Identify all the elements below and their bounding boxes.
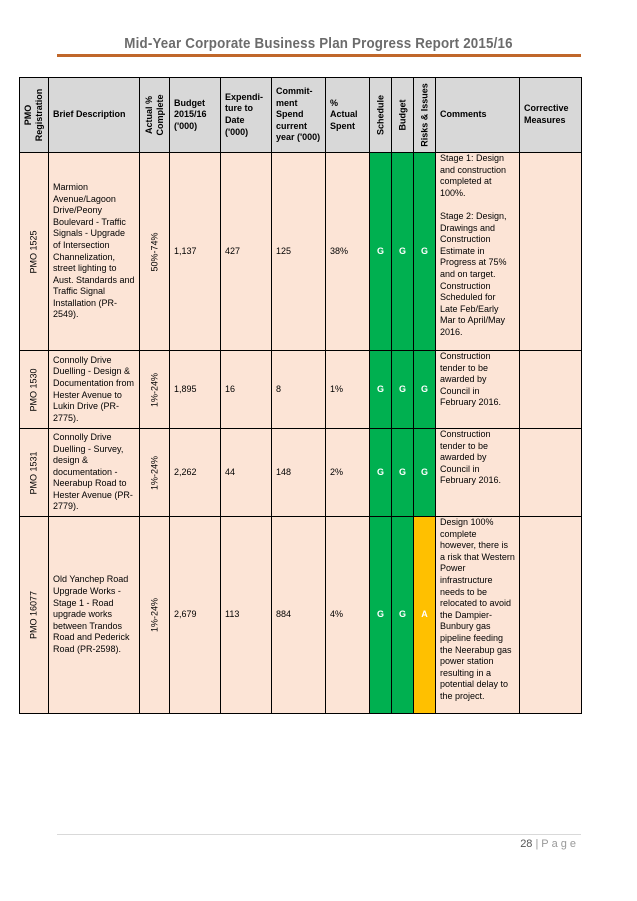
budget-status: G — [392, 351, 414, 429]
actual-complete-cell-text: 1%-24% — [149, 455, 159, 490]
description-cell: Old Yanchep Road Upgrade Works - Stage 1 - Road upgrade works between Trandos Road and Pederick Road (PR-2598). — [49, 517, 140, 714]
budget-cell: 1,137 — [170, 153, 221, 351]
actual-complete-cell — [140, 429, 170, 517]
registration-cell-text: PMO 1525 — [28, 229, 39, 274]
commitment-cell: 884 — [272, 517, 326, 714]
registration-cell — [20, 153, 49, 351]
expenditure-cell: 44 — [221, 429, 272, 517]
header-budget-status: Budget — [392, 78, 414, 153]
header-actual-spent: % Actual Spent — [326, 78, 370, 153]
title-divider — [57, 54, 581, 57]
page-number: 28 — [520, 838, 533, 850]
schedule-status: G — [370, 517, 392, 714]
header-description: Brief Description — [49, 78, 140, 153]
table-row — [20, 517, 582, 714]
commitment-cell: 148 — [272, 429, 326, 517]
footer-separator: | — [535, 838, 539, 850]
page-footer — [520, 838, 579, 850]
actual-spent-cell: 4% — [326, 517, 370, 714]
header-budget: Budget 2015/16 ('000) — [170, 78, 221, 153]
actual-complete-cell-text: 1%-24% — [149, 372, 159, 407]
footer-divider — [57, 834, 581, 835]
actual-spent-cell: 38% — [326, 153, 370, 351]
comments-cell: Construction tender to be awarded by Council in February 2016. — [436, 351, 520, 429]
budget-status: G — [392, 429, 414, 517]
header-schedule: Schedule — [370, 78, 392, 153]
comments-cell: Design 100% complete however, there is a risk that Western Power infrastructure needs to be relocated to avoid the Dampier-Bunbury gas pipeline feeding the Neerabup gas power station resulting in a potential delay to the project. — [436, 517, 520, 714]
risks-status: G — [414, 429, 436, 517]
budget-cell: 2,262 — [170, 429, 221, 517]
expenditure-cell: 113 — [221, 517, 272, 714]
header-commitment: Commit-ment Spend current year ('000) — [272, 78, 326, 153]
progress-table — [19, 77, 582, 714]
registration-cell-text: PMO 1531 — [28, 450, 39, 495]
risks-status: G — [414, 351, 436, 429]
header-registration: PMO Registration — [20, 78, 49, 153]
budget-cell: 2,679 — [170, 517, 221, 714]
table-row — [20, 351, 582, 429]
schedule-status: G — [370, 351, 392, 429]
header-expenditure: Expendi-ture to Date ('000) — [221, 78, 272, 153]
header-corrective: Corrective Measures — [520, 78, 582, 153]
actual-complete-cell — [140, 351, 170, 429]
risks-status: G — [414, 153, 436, 351]
registration-cell-text: PMO 16077 — [28, 590, 39, 640]
budget-status: G — [392, 153, 414, 351]
description-cell: Connolly Drive Duelling - Survey, design & documentation - Neerabup Road to Hester Avenue (PR-2779). — [49, 429, 140, 517]
schedule-status: G — [370, 153, 392, 351]
comments-cell: Stage 1: Design and construction completed at 100%. Stage 2: Design, Drawings and Construction Estimate in Progress at 75% and on target. Construction Scheduled for Late Feb/Early Mar to April/May 2016. — [436, 153, 520, 351]
budget-cell: 1,895 — [170, 351, 221, 429]
actual-spent-cell: 1% — [326, 351, 370, 429]
table-row — [20, 153, 582, 351]
corrective-cell — [520, 517, 582, 714]
description-cell: Connolly Drive Duelling - Design & Documentation from Hester Avenue to Lukin Drive (PR-2775). — [49, 351, 140, 429]
header-comments: Comments — [436, 78, 520, 153]
expenditure-cell: 16 — [221, 351, 272, 429]
header-actual-complete: Actual % Complete — [140, 78, 170, 153]
corrective-cell — [520, 429, 582, 517]
report-title: Mid-Year Corporate Business Plan Progress Report 2015/16 — [124, 36, 513, 52]
registration-cell — [20, 351, 49, 429]
page-label: Page — [541, 838, 579, 850]
actual-complete-cell-text: 1%-24% — [149, 597, 159, 633]
description-cell: Marmion Avenue/Lagoon Drive/Peony Boulevard - Traffic Signals - Upgrade of Intersection Channelization, street lighting to Aust. Standards and Traffic Signal Installation (PR-2549). — [49, 153, 140, 351]
commitment-cell: 8 — [272, 351, 326, 429]
corrective-cell — [520, 351, 582, 429]
actual-complete-cell — [140, 517, 170, 714]
actual-complete-cell-text: 50%-74% — [149, 231, 159, 272]
schedule-status: G — [370, 429, 392, 517]
actual-complete-cell — [140, 153, 170, 351]
commitment-cell: 125 — [272, 153, 326, 351]
expenditure-cell: 427 — [221, 153, 272, 351]
table-row — [20, 429, 582, 517]
registration-cell — [20, 429, 49, 517]
comments-cell: Construction tender to be awarded by Council in February 2016. — [436, 429, 520, 517]
risks-status: A — [414, 517, 436, 714]
budget-status: G — [392, 517, 414, 714]
actual-spent-cell: 2% — [326, 429, 370, 517]
corrective-cell — [520, 153, 582, 351]
registration-cell-text: PMO 1530 — [28, 367, 39, 412]
table-header-row — [20, 78, 582, 153]
registration-cell — [20, 517, 49, 714]
header-risks: Risks & Issues — [414, 78, 436, 153]
